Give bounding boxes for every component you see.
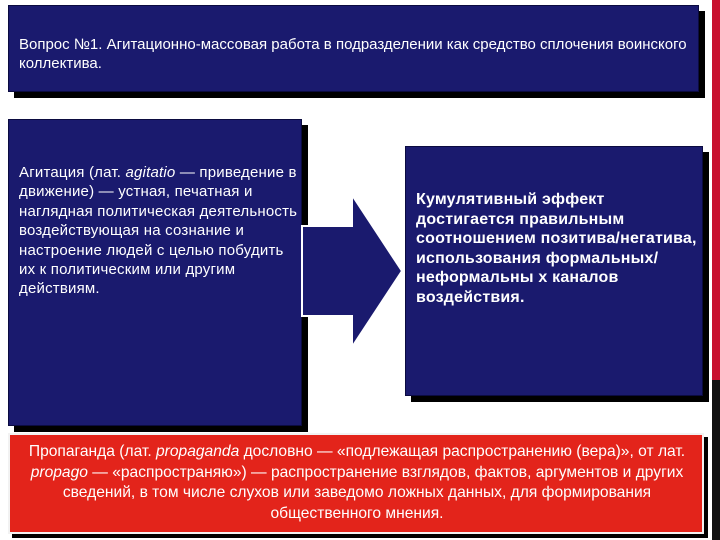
- propaganda-term: Пропаганда: [28, 443, 115, 460]
- cumulative-effect-text: Кумулятивный эффект достигается правильным соотношением позитива/негатива, использования формальных/неформальны х каналов воздействия.: [416, 191, 697, 306]
- propaganda-definition-text: [14, 442, 700, 524]
- propaganda-lat-prefix: (лат.: [114, 443, 156, 460]
- agitation-definition-panel: [8, 119, 302, 426]
- agitation-lat-prefix: (лат.: [84, 164, 126, 181]
- agitation-definition-text: [19, 163, 299, 299]
- title-panel: [8, 5, 699, 92]
- cumulative-effect-panel: [405, 146, 703, 396]
- right-arrow-icon: [298, 192, 406, 350]
- agitation-lat-word: agitatio: [125, 164, 176, 181]
- propaganda-lat-word2: propago: [30, 463, 88, 481]
- propaganda-definition-panel: [8, 433, 704, 534]
- slide-title: Вопрос №1. Агитационно-массовая работа в подразделении как средство сплочения воинского коллектива.: [19, 36, 687, 72]
- propaganda-definition-body: — «распространяю») — распространение взглядов, фактов, аргументов и других сведений, в том числе слухов или заведомо ложных данных, для формирования общественного мнения.: [62, 463, 684, 522]
- agitation-term: Агитация: [19, 164, 85, 181]
- propaganda-lat-word: propaganda: [156, 443, 240, 460]
- propaganda-middle: дословно — «подлежащая распространению (вера)», от лат.: [239, 443, 686, 460]
- side-accent-bar-dark: [712, 380, 720, 540]
- agitation-definition-body: — приведение в движение) — устная, печатная и наглядная политическая деятельность воздействующая на сознание и настроение людей с целью побудить их к политическим или другим действиям.: [19, 164, 298, 298]
